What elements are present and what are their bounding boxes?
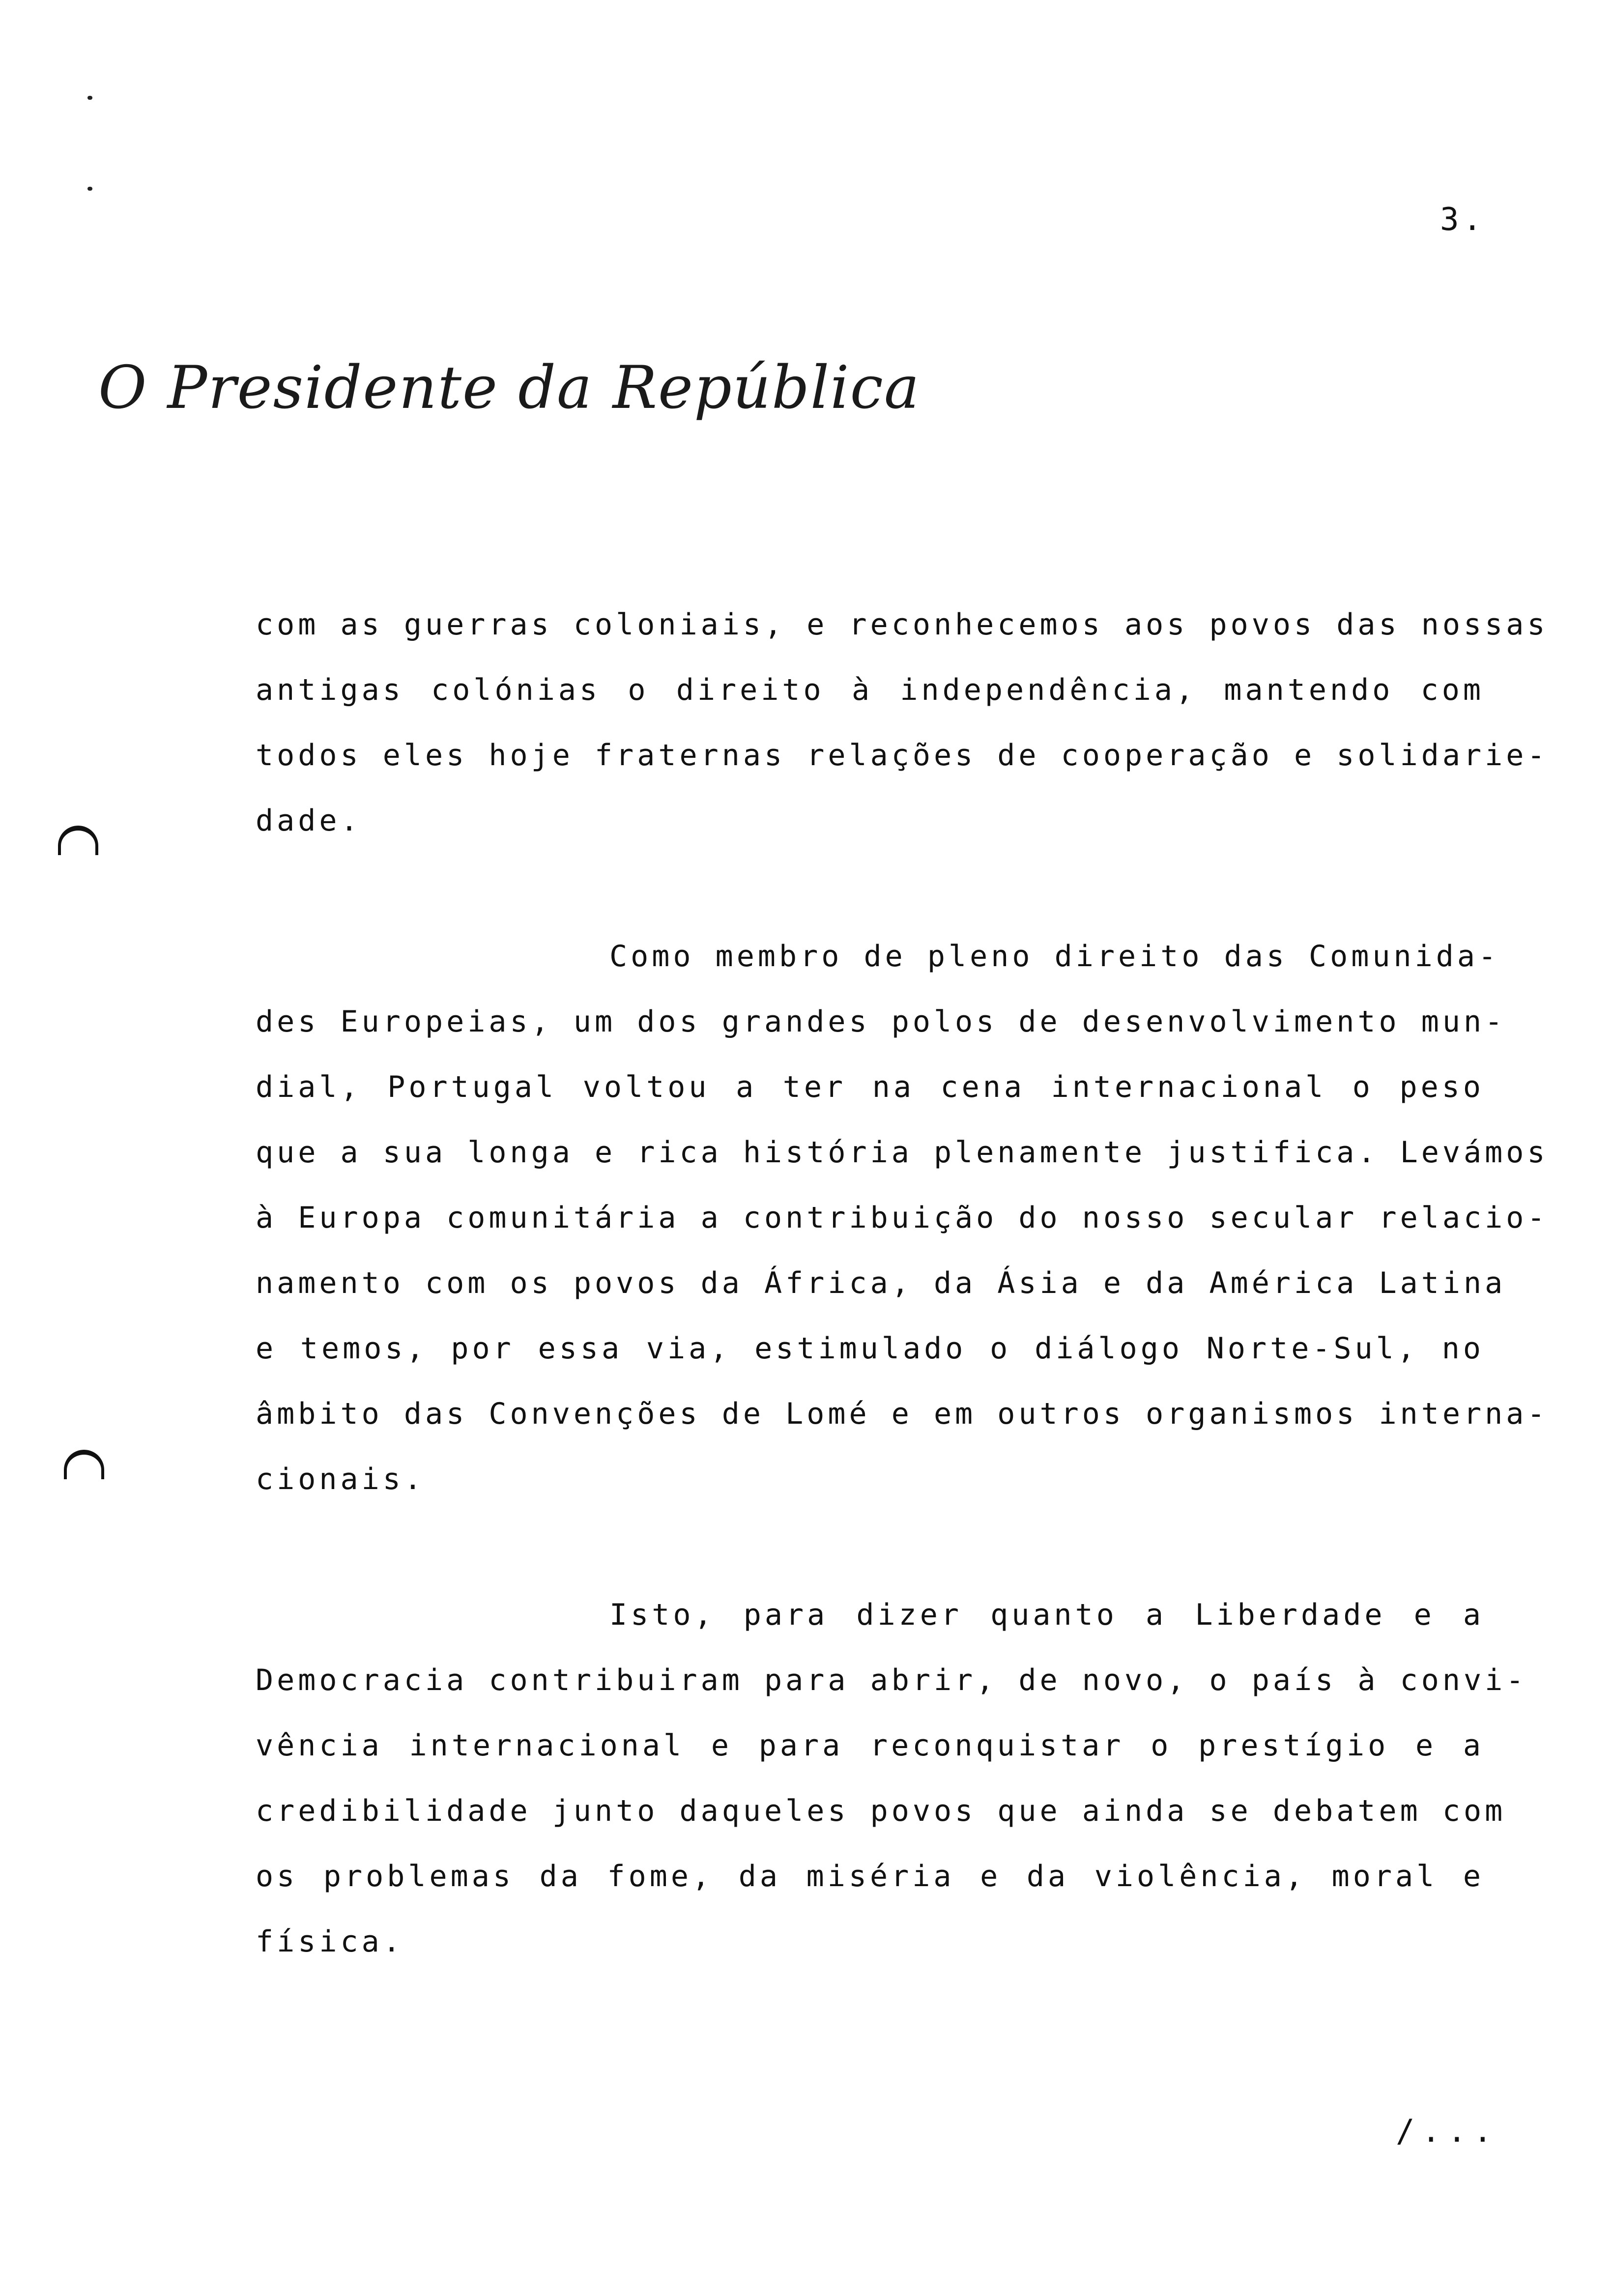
text-line: âmbito das Convenções de Lomé e em outros organismos interna- — [256, 1397, 1549, 1431]
text-line: Isto, para dizer quanto a Liberdade e a — [609, 1598, 1484, 1632]
letterhead-title: O Presidente da República — [98, 354, 921, 422]
text-line: que a sua longa e rica história plenamente justifica. Levámos — [256, 1135, 1549, 1170]
text-line: dade. — [256, 804, 362, 838]
margin-mark-dot — [87, 187, 92, 191]
paragraph-3 — [256, 1582, 1527, 1975]
paragraph-1 — [256, 592, 1549, 854]
margin-mark-dot — [87, 96, 92, 100]
text-line: todos eles hoje fraternas relações de cooperação e solidarie- — [256, 738, 1549, 773]
text-line: os problemas da fome, da miséria e da violência, moral e — [256, 1859, 1484, 1894]
text-line: namento com os povos da África, da Ásia e da América Latina — [256, 1266, 1506, 1300]
punch-hole-mark — [64, 1450, 104, 1479]
text-line: com as guerras coloniais, e reconhecemos aos povos das nossas — [256, 607, 1549, 642]
text-line: Como membro de pleno direito das Comunida- — [609, 939, 1500, 974]
text-line: cionais. — [256, 1462, 425, 1496]
text-line: e temos, por essa via, estimulado o diálogo Norte-Sul, no — [256, 1331, 1484, 1366]
text-line: credibilidade junto daqueles povos que ainda se debatem com — [256, 1794, 1506, 1828]
text-line: Democracia contribuiram para abrir, de novo, o país à convi- — [256, 1663, 1527, 1697]
punch-hole-mark — [58, 826, 98, 855]
paragraph-2 — [256, 924, 1549, 1512]
page-number: 3. — [1440, 201, 1486, 238]
continuation-mark: /... — [1396, 2113, 1499, 2150]
text-line: des Europeias, um dos grandes polos de desenvolvimento mun- — [256, 1004, 1506, 1039]
text-line: física. — [256, 1924, 404, 1959]
text-line: à Europa comunitária a contribuição do nosso secular relacio- — [256, 1201, 1549, 1235]
text-line: dial, Portugal voltou a ter na cena internacional o peso — [256, 1070, 1484, 1104]
text-line: antigas colónias o direito à independência, mantendo com — [256, 673, 1484, 707]
text-line: vência internacional e para reconquistar o prestígio e a — [256, 1728, 1484, 1763]
